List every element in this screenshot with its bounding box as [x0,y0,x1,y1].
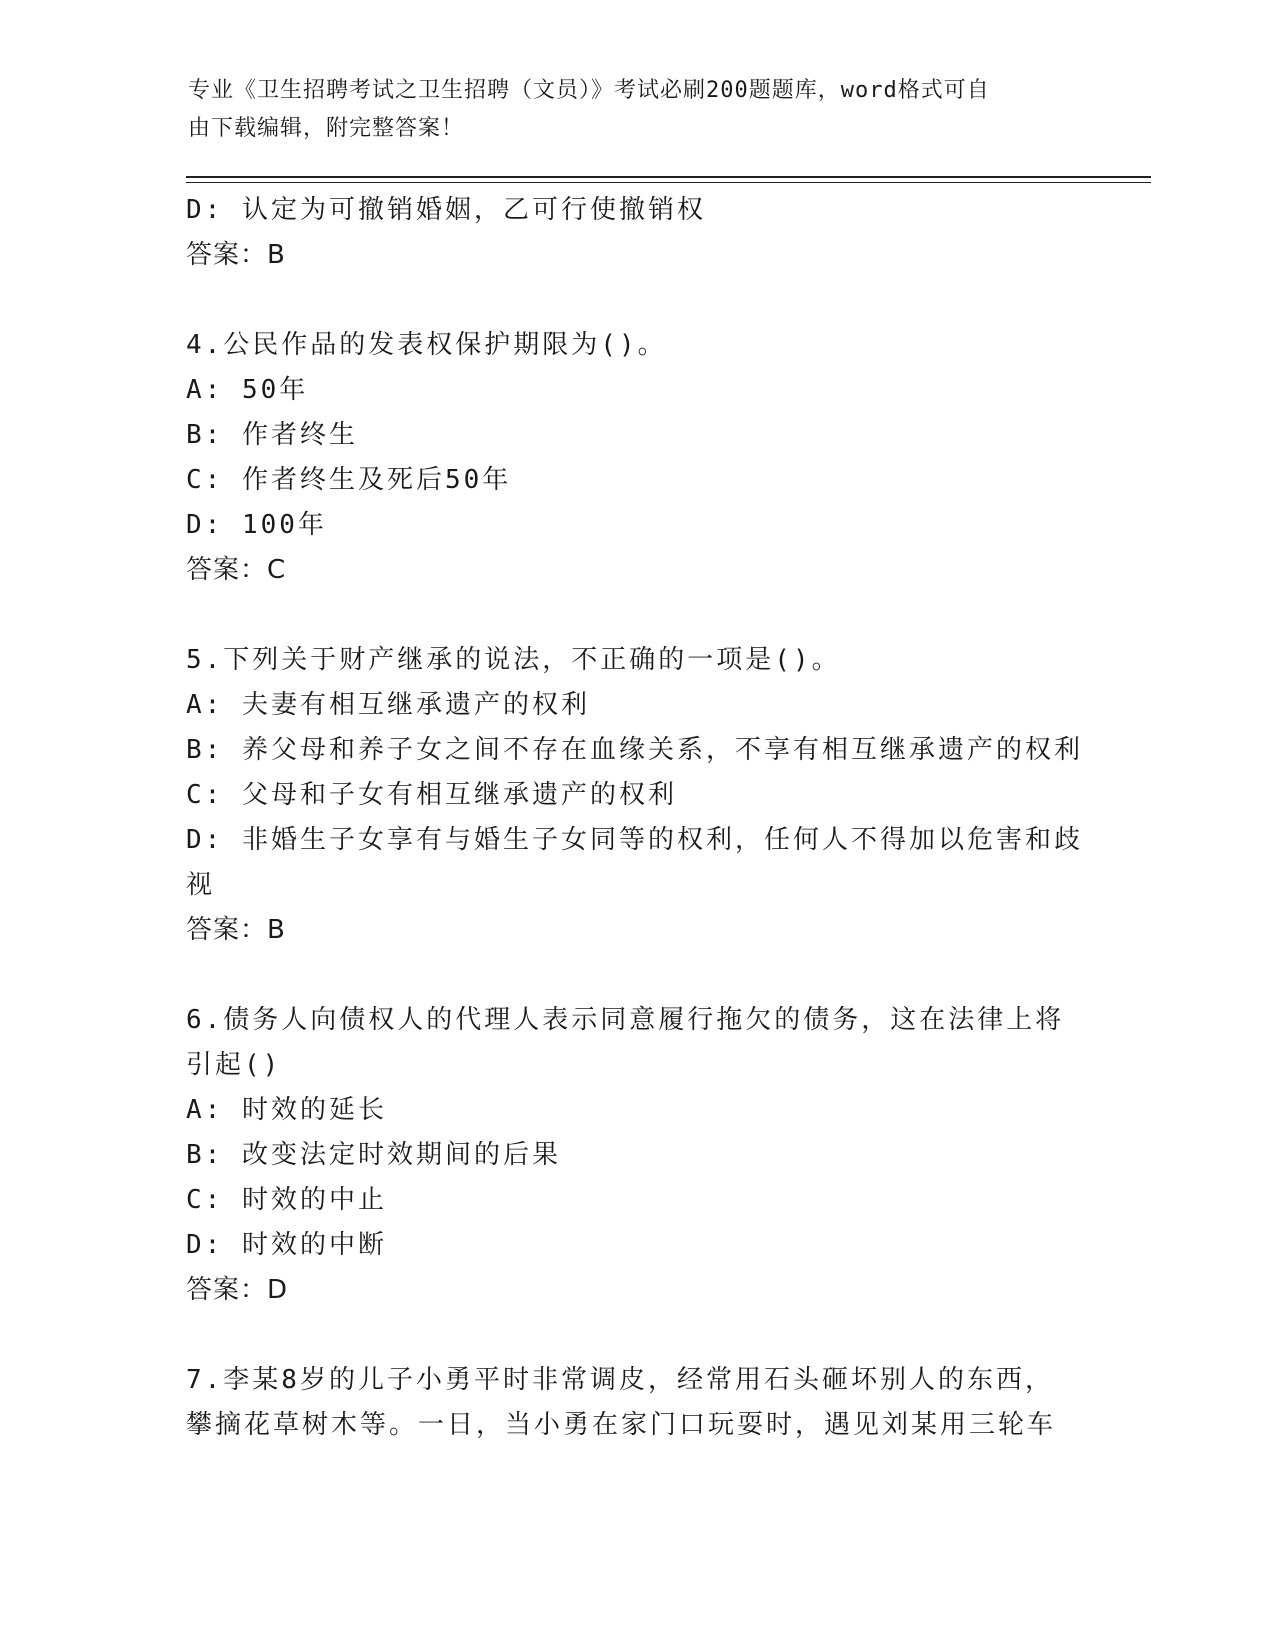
spacer [186,1313,1086,1358]
question-stem: 4.公民作品的发表权保护期限为()。 [186,330,667,360]
option-b: B: 改变法定时效期间的后果 [186,1140,561,1170]
question-6 [186,998,1086,1313]
question-stem: 7.李某8岁的儿子小勇平时非常调皮，经常用石头砸坏别人的东西， [186,1365,1054,1395]
answer: 答案：B [186,240,286,270]
document-body [186,188,1086,1448]
option-c: C: 父母和子女有相互继承遗产的权利 [186,780,677,810]
spacer [186,593,1086,638]
option-d: D: 认定为可撤销婚姻，乙可行使撤销权 [186,195,706,225]
option-b: B: 作者终生 [186,420,358,450]
header-line-1: 专业《卫生招聘考试之卫生招聘（文员）》考试必刷200题题库，word格式可自 [188,78,990,103]
option-c: C: 时效的中止 [186,1185,387,1215]
header-line-2: 由下载编辑，附完整答案！ [188,116,465,141]
option-c: C: 作者终生及死后50年 [186,465,512,495]
spacer [186,953,1086,998]
option-a: A: 时效的延长 [186,1095,387,1125]
question-stem: 6.债务人向债权人的代理人表示同意履行拖欠的债务，这在法律上将 [186,1005,1065,1035]
question-3-continuation [186,188,1086,278]
option-a: A: 夫妻有相互继承遗产的权利 [186,690,590,720]
question-7 [186,1358,1086,1448]
option-a: A: 50年 [186,375,309,405]
document-header [188,72,1068,148]
header-divider-thick [186,176,1151,178]
answer: 答案：D [186,1275,289,1305]
answer: 答案：B [186,915,286,945]
question-stem-continuation: 引起() [186,1050,282,1080]
option-d: D: 100年 [186,510,327,540]
question-4 [186,323,1086,593]
answer: 答案：C [186,555,287,585]
option-d: D: 非婚生子女享有与婚生子女同等的权利，任何人不得加以危害和歧 [186,825,1083,855]
spacer [186,278,1086,323]
question-stem-continuation: 攀摘花草树木等。一日，当小勇在家门口玩耍时，遇见刘某用三轮车 [186,1410,1057,1440]
option-b: B: 养父母和养子女之间不存在血缘关系，不享有相互继承遗产的权利 [186,735,1083,765]
question-stem: 5.下列关于财产继承的说法，不正确的一项是()。 [186,645,841,675]
question-5 [186,638,1086,953]
header-divider-thin [186,182,1151,183]
option-d-continuation: 视 [186,870,216,900]
option-d: D: 时效的中断 [186,1230,387,1260]
